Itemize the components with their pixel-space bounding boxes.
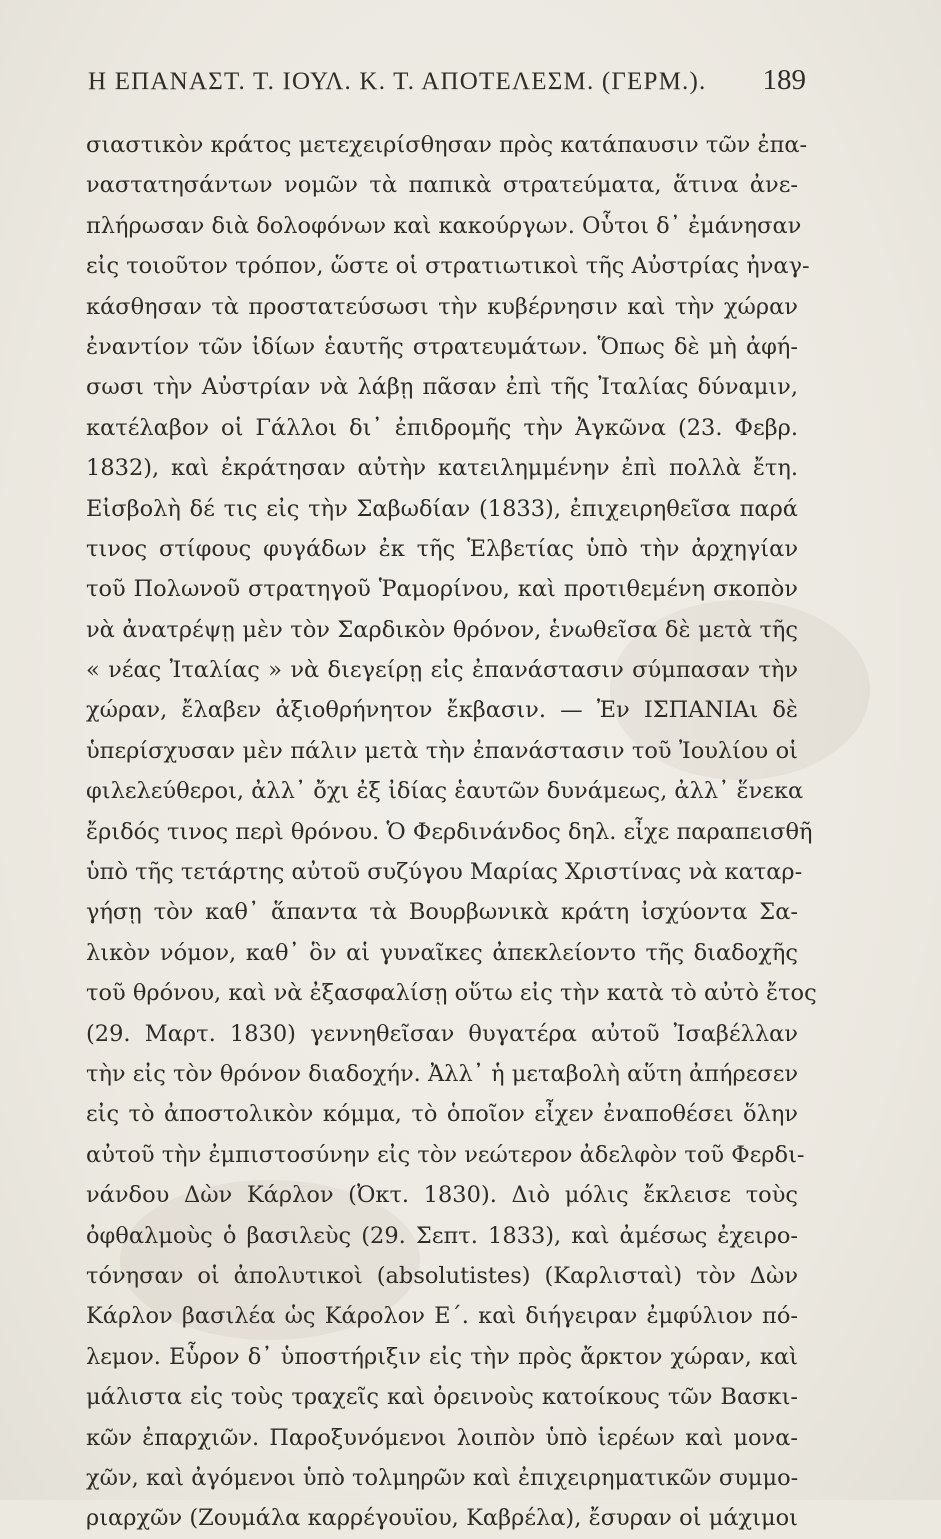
text-line: χῶν, καὶ ἀγόμενοι ὑπὸ τολμηρῶν καὶ ἐπιχειρηματικῶν συμμο- bbox=[86, 1464, 799, 1491]
text-line: « νέας Ἰταλίας » νὰ διεγείρῃ εἰς ἐπανάστασιν σύμπασαν τὴν bbox=[86, 657, 798, 684]
text-line: ἔριδός τινος περὶ θρόνου. Ὁ Φερδινάνδος δηλ. εἶχε παραπεισθῆ bbox=[86, 818, 813, 845]
text-line: ριαρχῶν (Ζουμάλα καρρέγουϊου, Καβρέλα), ἔσυραν οἱ μάχιμοι bbox=[86, 1505, 798, 1532]
text-line: φιλελεύθεροι, ἀλλ᾽ ὄχι ἐξ ἰδίας ἑαυτῶν δυνάμεως, ἀλλ᾽ ἕνεκα bbox=[86, 778, 804, 805]
text-line: εἰς τοιοῦτον τρόπον, ὥστε οἱ στρατιωτικοὶ τῆς Αὐστρίας ἠναγ- bbox=[86, 253, 810, 280]
text-line: τινος στίφους φυγάδων ἐκ τῆς Ἑλβετίας ὑπὸ τὴν ἀρχηγίαν bbox=[86, 535, 798, 562]
text-line: μάλιστα εἰς τοὺς τραχεῖς καὶ ὀρεινοὺς κατοίκους τῶν Βασκι- bbox=[86, 1384, 798, 1411]
page-number: 189 bbox=[762, 64, 806, 96]
text-line: τοῦ θρόνου, καὶ νὰ ἐξασφαλίσῃ οὕτω εἰς τὴν κατὰ τὸ αὐτὸ ἔτος bbox=[86, 980, 817, 1007]
text-line: ὑπερίσχυσαν μὲν πάλιν μετὰ τὴν ἐπανάστασιν τοῦ Ἰουλίου οἱ bbox=[86, 737, 798, 764]
text-line: χώραν, ἔλαβεν ἀξιοθρήνητον ἔκβασιν. — Ἐν ΙΣΠΑΝΙΑι δὲ bbox=[86, 697, 798, 724]
text-line: σωσι τὴν Αὐστρίαν νὰ λάβῃ πᾶσαν ἐπὶ τῆς Ἰταλίας δύναμιν, bbox=[86, 374, 798, 401]
text-line: κάσθησαν τὰ προστατεύσωσι τὴν κυβέρνησιν καὶ τὴν χώραν bbox=[86, 293, 798, 320]
text-line: Κάρλον βασιλέα ὡς Κάρολον Ε΄. καὶ διήγειραν ἐμφύλιον πό- bbox=[86, 1303, 798, 1330]
text-line: (29. Μαρτ. 1830) γεννηθεῖσαν θυγατέρα αὐτοῦ Ἰσαβέλλαν bbox=[86, 1020, 798, 1047]
running-title: Η ΕΠΑΝΑΣΤ. Τ. ΙΟΥΛ. Κ. Τ. ΑΠΟΤΕΛΕΣΜ. (ΓΕΡΜ.). bbox=[88, 68, 707, 95]
text-line: λεμον. Εὗρον δ᾽ ὑποστήριξιν εἰς τὴν πρὸς ἄρκτον χώραν, καὶ bbox=[86, 1343, 798, 1370]
text-line: ἐναντίον τῶν ἰδίων ἑαυτῆς στρατευμάτων. Ὅπως δὲ μὴ ἀφή- bbox=[86, 333, 798, 360]
text-line: πλήρωσαν διὰ δολοφόνων καὶ κακούργων. Οὗτοι δ᾽ ἐμάνησαν bbox=[86, 212, 802, 239]
body-text bbox=[86, 125, 817, 1539]
text-line: ὀφθαλμοὺς ὁ βασιλεὺς (29. Σεπτ. 1833), καὶ ἀμέσως ἐχειρο- bbox=[86, 1222, 798, 1249]
text-line: γήσῃ τὸν καθ᾽ ἅπαντα τὰ Βουρβωνικὰ κράτη ἰσχύοντα Σα- bbox=[86, 899, 798, 926]
text-line: τὴν εἰς τὸν θρόνον διαδοχήν. Ἀλλ᾽ ἡ μεταβολὴ αὕτη ἀπήρεσεν bbox=[86, 1060, 799, 1087]
page-header bbox=[88, 64, 806, 104]
text-line: λικὸν νόμον, καθ᾽ ὃν αἱ γυναῖκες ἀπεκλείοντο τῆς διαδοχῆς bbox=[86, 939, 798, 966]
text-line: κατέλαβον οἱ Γάλλοι δι᾽ ἐπιδρομῆς τὴν Ἀγκῶνα (23. Φεβρ. bbox=[86, 414, 798, 441]
text-line: σιαστικὸν κράτος μετεχειρίσθησαν πρὸς κατάπαυσιν τῶν ἐπα- bbox=[86, 132, 808, 158]
text-line: αὐτοῦ τὴν ἐμπιστοσύνην εἰς τὸν νεώτερον ἀδελφὸν τοῦ Φερδι- bbox=[86, 1141, 805, 1168]
text-line: κῶν ἐπαρχιῶν. Παροξυνόμενοι λοιπὸν ὑπὸ ἱερέων καὶ μονα- bbox=[86, 1424, 798, 1451]
text-line: ὑπὸ τῆς τετάρτης αὐτοῦ συζύγου Μαρίας Χριστίνας νὰ καταρ- bbox=[86, 859, 803, 886]
text-line: Εἰσβολὴ δέ τις εἰς τὴν Σαβωδίαν (1833), ἐπιχειρηθεῖσα παρά bbox=[86, 495, 798, 522]
text-line: νάνδου Δὼν Κάρλον (Ὀκτ. 1830). Διὸ μόλις ἔκλεισε τοὺς bbox=[86, 1182, 798, 1209]
text-line: 1832), καὶ ἐκράτησαν αὐτὴν κατειλημμένην ἐπὶ πολλὰ ἔτη. bbox=[86, 455, 798, 482]
text-line: τόνησαν οἱ ἀπολυτικοὶ (absolutistes) (Καρλισταὶ) τὸν Δὼν bbox=[86, 1262, 798, 1289]
text-line: ναστατησάντων νομῶν τὰ παπικὰ στρατεύματα, ἅτινα ἀνε- bbox=[86, 172, 798, 199]
text-line: τοῦ Πολωνοῦ στρατηγοῦ Ῥαμορίνου, καὶ προτιθεμένη σκοπὸν bbox=[86, 576, 798, 603]
text-line: νὰ ἀνατρέψῃ μὲν τὸν Σαρδικὸν θρόνον, ἑνωθεῖσα δὲ μετὰ τῆς bbox=[86, 616, 798, 643]
text-line: εἰς τὸ ἀποστολικὸν κόμμα, τὸ ὁποῖον εἶχεν ἐναποθέσει ὅλην bbox=[86, 1101, 798, 1128]
